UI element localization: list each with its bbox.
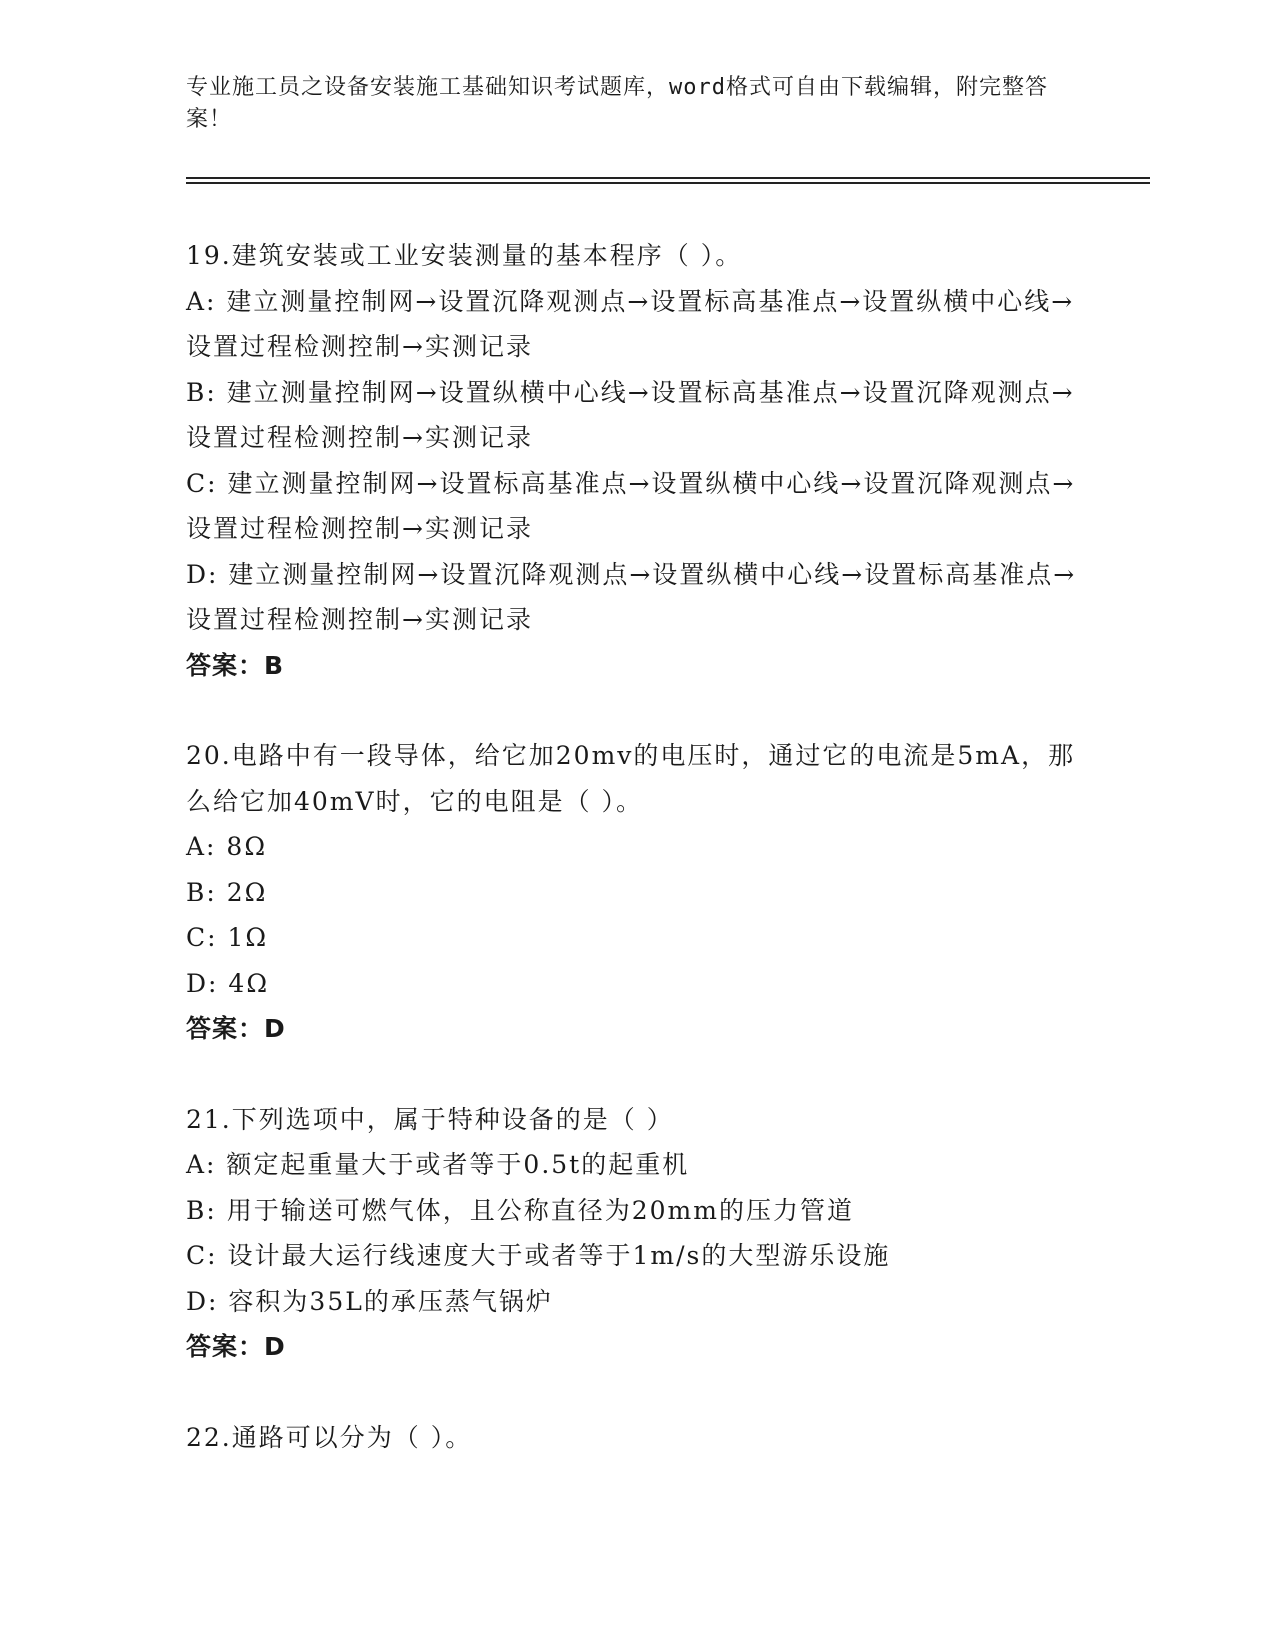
question-20 (186, 733, 1086, 1052)
question-list (186, 233, 1086, 1460)
option-b: B: 2Ω (186, 877, 268, 907)
option-b: B: 用于输送可燃气体，且公称直径为20mm的压力管道 (186, 1195, 854, 1225)
answer: 答案：B (186, 650, 285, 680)
option-a: A: 8Ω (186, 832, 268, 861)
option-c: C: 建立测量控制网→设置标高基准点→设置纵横中心线→设置沉降观测点→设置过程检测控制→实测记录 (186, 468, 1076, 543)
option-d: D: 4Ω (186, 968, 270, 998)
question-title: 19.建筑安装或工业安装测量的基本程序（ ）。 (186, 241, 743, 270)
question-title: 22.通路可以分为（ ）。 (186, 1422, 473, 1452)
question-title: 20.电路中有一段导体，给它加20mv的电压时，通过它的电流是5mA，那么给它加40mV时，它的电阻是（ ）。 (186, 741, 1076, 816)
option-b: B: 建立测量控制网→设置纵横中心线→设置标高基准点→设置沉降观测点→设置过程检测控制→实测记录 (186, 377, 1075, 452)
answer: 答案：D (186, 1014, 286, 1043)
header-divider-bottom (186, 182, 1150, 184)
question-spacer (186, 1370, 1086, 1415)
question-21 (186, 1097, 1086, 1370)
answer: 答案：D (186, 1332, 286, 1361)
question-22 (186, 1415, 1086, 1461)
option-c: C: 1Ω (186, 923, 269, 952)
option-d: D: 建立测量控制网→设置沉降观测点→设置纵横中心线→设置标高基准点→设置过程检测控制→实测记录 (186, 559, 1077, 634)
option-a: A: 建立测量控制网→设置沉降观测点→设置标高基准点→设置纵横中心线→设置过程检测控制→实测记录 (186, 286, 1075, 361)
question-title: 21.下列选项中，属于特种设备的是（ ） (186, 1104, 674, 1134)
document-header: 专业施工员之设备安装施工基础知识考试题库，word格式可自由下载编辑，附完整答案！ (186, 75, 1048, 132)
option-a: A: 额定起重量大于或者等于0.5t的起重机 (186, 1150, 690, 1179)
question-19 (186, 233, 1086, 688)
option-d: D: 容积为35L的承压蒸气锅炉 (186, 1286, 553, 1316)
question-spacer (186, 688, 1086, 733)
question-spacer (186, 1052, 1086, 1097)
option-c: C: 设计最大运行线速度大于或者等于1m/s的大型游乐设施 (186, 1241, 891, 1270)
header-divider-top (186, 177, 1150, 179)
